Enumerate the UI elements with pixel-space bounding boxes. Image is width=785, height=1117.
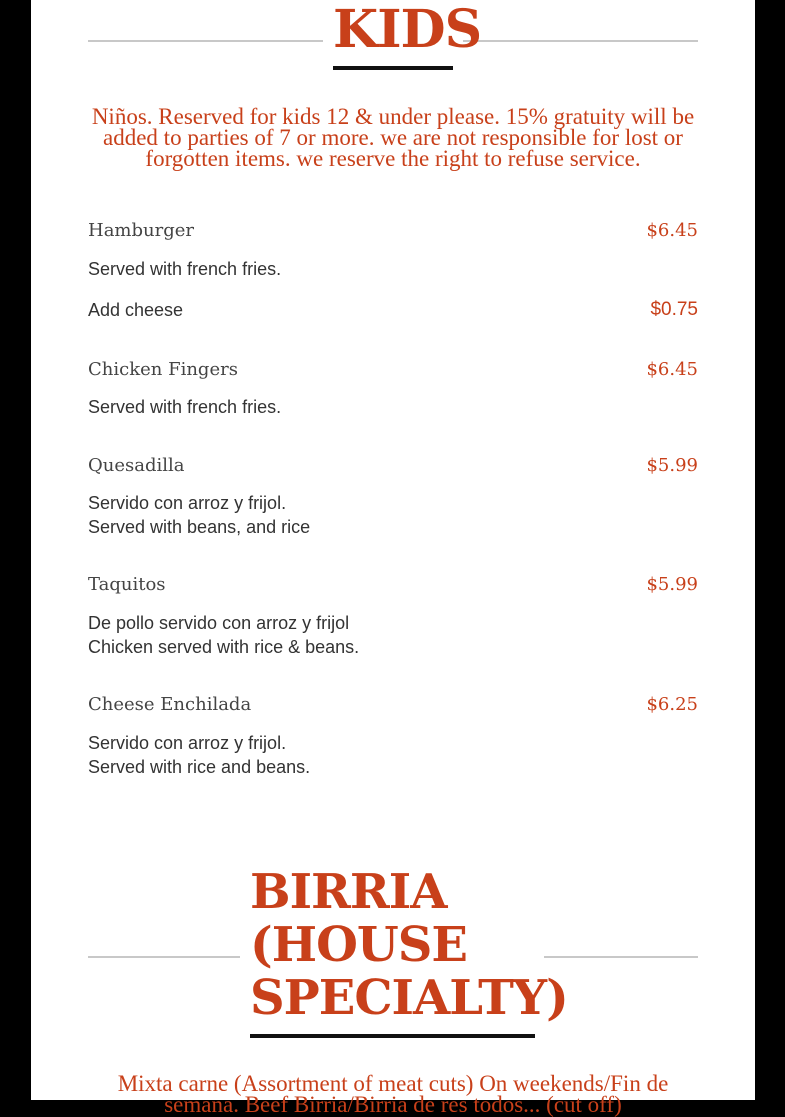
addon-price: $0.75: [650, 299, 698, 320]
menu-page: [31, 0, 755, 1117]
kids-intro: Niños. Reserved for kids 12 & under please. 15% gratuity will be added to parties of 7 or more. we are not responsible for lost or forgotten items. we reserve the right to refuse service.: [91, 104, 695, 171]
header-rule-left: [88, 40, 323, 42]
menu-item-name: Cheese Enchilada: [88, 694, 252, 715]
kids-title: KIDS: [333, 0, 482, 60]
menu-item-description: [88, 611, 588, 659]
birria-title-underline: [250, 1034, 535, 1038]
menu-item-price: $6.25: [646, 694, 698, 715]
description-line: De pollo servido con arroz y frijol: [88, 613, 350, 633]
menu-item-name: Chicken Fingers: [88, 359, 238, 380]
header-rule-left: [88, 956, 240, 958]
menu-item-name: Hamburger: [88, 220, 194, 241]
title-line: BIRRIA: [250, 864, 447, 920]
title-line: SPECIALTY): [250, 970, 568, 1026]
menu-item-price: $6.45: [646, 220, 698, 241]
addon-name: Add cheese: [88, 300, 184, 320]
description-line: Served with french fries.: [88, 397, 282, 417]
menu-item-name: Quesadilla: [88, 455, 185, 476]
menu-item-name: Taquitos: [88, 574, 166, 595]
kids-title-underline: [333, 66, 453, 70]
menu-item-description: [88, 395, 588, 419]
description-line: Chicken served with rice & beans.: [88, 637, 360, 657]
menu-item-description: [88, 491, 588, 539]
menu-item-price: $5.99: [646, 455, 698, 476]
menu-item-price: $5.99: [646, 574, 698, 595]
description-line: Servido con arroz y frijol.: [88, 733, 287, 753]
title-line: (HOUSE: [250, 917, 467, 973]
kids-section-header: [88, 0, 698, 75]
description-line: Served with rice and beans.: [88, 757, 311, 777]
menu-item-price: $6.45: [646, 359, 698, 380]
description-line: Servido con arroz y frijol.: [88, 493, 287, 513]
birria-title: [250, 866, 568, 1025]
menu-item-description: [88, 731, 588, 779]
birria-intro: Mixta carne (Assortment of meat cuts) On weekends/Fin de semana. Beef Birria/Birria de res todos... (cut off): [117, 1071, 669, 1117]
menu-item-description: [88, 257, 588, 281]
description-line: Served with beans, and rice: [88, 517, 311, 537]
birria-section-header: [88, 860, 698, 1045]
description-line: Served with french fries.: [88, 259, 282, 279]
header-rule-right: [463, 40, 698, 42]
